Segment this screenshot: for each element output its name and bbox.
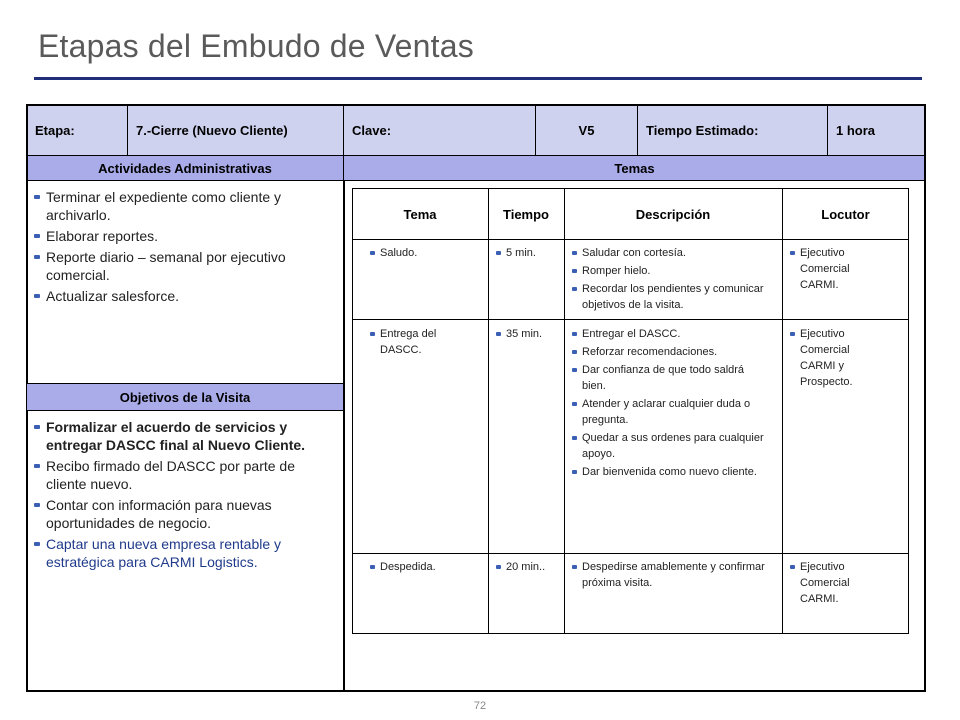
list-item: Romper hielo. xyxy=(570,263,776,279)
bullet-icon xyxy=(34,294,40,298)
bullet-icon xyxy=(572,350,577,354)
table-cell-tema xyxy=(368,326,468,360)
column-header-descripcion: Descripción xyxy=(635,206,711,222)
list-item: Reforzar recomendaciones. xyxy=(570,344,770,360)
table-cell-tiempo xyxy=(494,245,560,263)
objetivos-list xyxy=(32,418,332,574)
bullet-icon xyxy=(572,436,577,440)
bullet-icon xyxy=(34,464,40,468)
column-header-tema: Tema xyxy=(403,206,437,222)
list-item: Recibo firmado del DASCC por parte de cliente nuevo. xyxy=(32,457,332,493)
etapa-value: 7.-Cierre (Nuevo Cliente) xyxy=(136,122,288,138)
column-header-tiempo: Tiempo xyxy=(503,206,549,222)
list-item: Ejecutivo Comercial CARMI. xyxy=(788,245,884,293)
temas-header: Temas xyxy=(343,155,926,181)
table-cell-locutor xyxy=(788,326,880,392)
list-item: Saludo. xyxy=(368,245,480,261)
list-item: Saludar con cortesía. xyxy=(570,245,776,261)
list-item: Dar bienvenida como nuevo cliente. xyxy=(570,464,770,480)
bullet-icon xyxy=(496,332,501,336)
table-cell-tema xyxy=(368,559,480,577)
bullet-icon xyxy=(572,368,577,372)
table-divider xyxy=(352,319,909,320)
table-divider xyxy=(488,188,489,634)
bullet-icon xyxy=(790,565,795,569)
bullet-icon xyxy=(572,269,577,273)
clave-value: V5 xyxy=(578,122,595,138)
list-item: Despedida. xyxy=(368,559,480,575)
bullet-icon xyxy=(34,425,40,429)
list-item: Entregar el DASCC. xyxy=(570,326,770,342)
bullet-icon xyxy=(34,542,40,546)
table-cell-tema xyxy=(368,245,480,263)
bullet-icon xyxy=(572,251,577,255)
bullet-icon xyxy=(370,565,375,569)
bullet-icon xyxy=(370,332,375,336)
table-cell-locutor xyxy=(788,245,884,295)
page-title: Etapas del Embudo de Ventas xyxy=(38,28,474,64)
list-item: Ejecutivo Comercial CARMI. xyxy=(788,559,884,607)
list-item: 35 min. xyxy=(494,326,560,342)
list-item: Reporte diario – semanal por ejecutivo comercial. xyxy=(32,248,332,284)
column-header-locutor: Locutor xyxy=(821,206,870,222)
table-divider xyxy=(782,188,783,634)
actividades-header: Actividades Administrativas xyxy=(26,155,344,181)
list-item: Actualizar salesforce. xyxy=(32,287,332,305)
table-divider xyxy=(564,188,565,634)
list-item: Atender y aclarar cualquier duda o pregunta. xyxy=(570,396,770,428)
list-item: Quedar a sus ordenes para cualquier apoyo. xyxy=(570,430,770,462)
table-divider xyxy=(352,553,909,554)
list-item: Contar con información para nuevas oportunidades de negocio. xyxy=(32,496,332,532)
table-cell-tiempo xyxy=(494,559,562,577)
objetivos-header: Objetivos de la Visita xyxy=(26,383,344,411)
list-item: Ejecutivo Comercial CARMI y Prospecto. xyxy=(788,326,880,390)
list-item: Recordar los pendientes y comunicar objetivos de la visita. xyxy=(570,281,776,313)
table-cell-descripcion xyxy=(570,326,770,482)
bullet-icon xyxy=(572,332,577,336)
list-item: Entrega del DASCC. xyxy=(368,326,468,358)
tiempo-value: 1 hora xyxy=(836,122,876,138)
clave-label: Clave: xyxy=(352,122,392,138)
bullet-icon xyxy=(496,251,501,255)
bullet-icon xyxy=(34,255,40,259)
bullet-icon xyxy=(572,565,577,569)
bullet-icon xyxy=(790,251,795,255)
list-item: Elaborar reportes. xyxy=(32,227,332,245)
bullet-icon xyxy=(34,503,40,507)
tiempo-label: Tiempo Estimado: xyxy=(646,122,759,138)
list-item: 20 min.. xyxy=(494,559,562,575)
list-item: Dar confianza de que todo saldrá bien. xyxy=(570,362,770,394)
list-item: Terminar el expediente como cliente y archivarlo. xyxy=(32,188,332,224)
bullet-icon xyxy=(370,251,375,255)
bullet-icon xyxy=(572,470,577,474)
list-item: Despedirse amablemente y confirmar próxima visita. xyxy=(570,559,770,591)
bullet-icon xyxy=(34,195,40,199)
bullet-icon xyxy=(572,402,577,406)
title-rule xyxy=(34,77,922,80)
list-item: Formalizar el acuerdo de servicios y entregar DASCC final al Nuevo Cliente. xyxy=(32,418,332,454)
list-item: 5 min. xyxy=(494,245,560,261)
page-number: 72 xyxy=(473,700,487,712)
bullet-icon xyxy=(34,234,40,238)
column-divider xyxy=(343,180,345,692)
bullet-icon xyxy=(572,287,577,291)
table-cell-descripcion xyxy=(570,559,770,593)
etapa-label: Etapa: xyxy=(35,122,75,138)
bullet-icon xyxy=(790,332,795,336)
bullet-icon xyxy=(496,565,501,569)
table-cell-locutor xyxy=(788,559,884,609)
list-item: Captar una nueva empresa rentable y estratégica para CARMI Logistics. xyxy=(32,535,332,571)
table-cell-descripcion xyxy=(570,245,776,315)
actividades-list xyxy=(32,188,332,308)
table-cell-tiempo xyxy=(494,326,560,344)
